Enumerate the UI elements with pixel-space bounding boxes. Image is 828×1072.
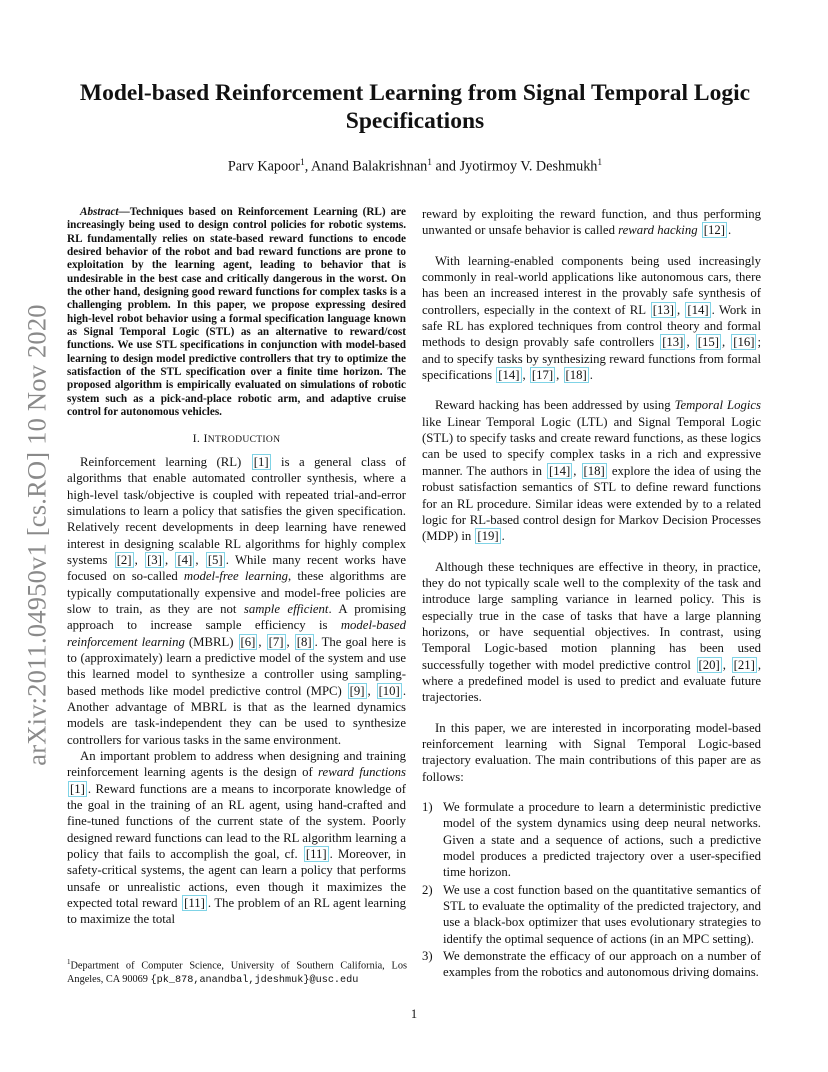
list-item (422, 799, 761, 881)
right-column (422, 206, 761, 982)
section-heading-introduction (67, 430, 406, 448)
citation-link[interactable]: [4] (177, 552, 193, 567)
citation-link[interactable]: [20] (698, 657, 720, 672)
citation-link[interactable]: [14] (687, 302, 709, 317)
abstract-label: Abstract (80, 206, 119, 218)
section-numeral: I. (192, 430, 204, 445)
citation-link[interactable]: [7] (268, 634, 284, 649)
author-separator: , (304, 158, 311, 175)
intro-paragraph-6: In this paper, we are interested in incorporating model-based reinforcement learning with Signal Temporal Logic-based trajectory evaluation. The main contributions of this paper are as follows: (422, 720, 761, 784)
list-item (422, 948, 761, 981)
author-name: Parv Kapoor (227, 158, 300, 175)
paper-title: Model-based Reinforcement Learning from Signal Temporal Logic Specifications (79, 80, 751, 134)
affiliation-mark: 1 (427, 158, 432, 168)
author-separator: and (431, 158, 460, 175)
citation-link[interactable]: [13] (662, 335, 684, 350)
list-item (422, 882, 761, 947)
intro-paragraph-1: Reinforcement learning (RL) [1] is a general class of algorithms that enable automated controller synthesis, where a high-level task/objective is coupled with repeated trial-and-error simulations to learn a policy that satisfies the given specification. Relatively recent developments in deep learning have renewed interest in designing scalable RL algorithms for highly complex systems [2] , [3] , [4] , [5] . While many recent works have focused on so-called model-free learning, these algorithms are typically computationally expensive and model-free policies are slow to train, as they are not sample efficient. A promising approach to increase sample efficiency is model-based reinforcement learning (MBRL) [6] , [7] , [8] . The goal here is to (approximately) learn a predictive model of the system and use this learned model to synthesize a controller using sampling-based methods like model predictive control (MPC) [9] , [10] . Another advantage of MBRL is that as the learned dynamics models are task-independent they can be used to synthesize controllers for various tasks in the same environment. (67, 454, 407, 747)
author-list (60, 154, 770, 176)
left-column (67, 206, 406, 928)
citation-link[interactable]: [11] (184, 896, 205, 911)
citation-link[interactable]: [1] (253, 454, 269, 469)
citation-link[interactable]: [2] (116, 552, 132, 567)
list-item-text: We demonstrate the efficacy of our approach on a number of examples from the robotics and autonomous driving domains. (443, 949, 761, 980)
list-item-text: We use a cost function based on the quantitative semantics of STL to evaluate the optimality of the predicted trajectory, and use a black-box optimizer that uses evolutionary strategies to identify the optimal sequence of actions (in an MPC setting). (443, 882, 761, 946)
list-number: 2) (422, 882, 433, 897)
affiliation-footnote (67, 956, 407, 987)
abstract-text: Techniques based on Reinforcement Learning (RL) are increasingly being used to design control policies for robotic systems. RL fundamentally relies on state-based reward functions to encode desired behavior of the robot and bad reward functions are prone to exploitation by the learning agent, leading to behavior that is undesirable in the best case and critically dangerous in the worst. On the other hand, designing good reward functions for complex tasks is a challenging problem. In this paper, we propose expressing desired high-level robot behavior using a formal specification language known as Signal Temporal Logic (STL) as an alternative to reward/cost functions. We use STL specifications in conjunction with model-based learning to design model predictive controllers that try to optimize the satisfaction of the STL specification over a finite time horizon. The proposed algorithm is empirically evaluated on simulations of robotic system such as a pick-and-place robotic arm, and adaptive cruise control for autonomous vehicles. (67, 206, 406, 419)
citation-link[interactable]: [18] (565, 368, 587, 383)
list-item-text: We formulate a procedure to learn a deterministic predictive model of the system dynamics using deep neural networks. Given a state and a sequence of actions, such a predictive model produces a predicted trajectory over a user-specified time horizon. (443, 800, 761, 880)
citation-link[interactable]: [16] (733, 335, 755, 350)
abstract (67, 206, 406, 420)
citation-link[interactable]: [3] (147, 552, 162, 567)
author-name: Jyotirmoy V. Deshmukh (459, 158, 598, 175)
citation-link[interactable]: [21] (733, 657, 755, 672)
citation-link[interactable]: [14] (498, 368, 520, 383)
intro-paragraph-3: With learning-enabled components being used increasingly commonly in real-world applications like autonomous cars, there has been an increased interest in the provably safe synthesis of controllers, especially in the context of RL [13] , [14] . Work in safe RL has explored techniques from control theory and formal methods to design provably safe controllers [13] , [15] , [16] ; and to specify tasks by synthesizing reward functions from formal specifications [14] , [17] , [18] . (422, 253, 762, 383)
affiliation-mark: 1 (597, 158, 603, 168)
contributions-list (422, 799, 761, 981)
intro-paragraph-4: Reward hacking has been addressed by using Temporal Logics like Linear Temporal Logic (LTL) and Signal Temporal Logic (STL) to specify tasks and create reward functions, as these logics can be used to specify complex tasks in a rich and expressive manner. The authors in [14] , [18] explore the idea of using the robust satisfaction semantics of STL to define reward functions for an RL procedure. Similar ideas were extended by to a related logic for RL-based control design for Markov Decision Processes (MDP) in [19] . (422, 398, 762, 544)
citation-link[interactable]: [11] (305, 847, 327, 862)
citation-link[interactable]: [9] (349, 683, 365, 698)
intro-paragraph-continued: reward by exploiting the reward function, and thus performing unwanted or unsafe behavior is called reward hacking [12] . (422, 207, 761, 238)
citation-link[interactable]: [1] (70, 781, 85, 796)
citation-link[interactable]: [6] (240, 634, 256, 649)
arxiv-sidebar (20, 300, 54, 770)
citation-link[interactable]: [10] (378, 683, 400, 698)
citation-link[interactable]: [17] (531, 368, 554, 383)
citation-link[interactable]: [5] (207, 552, 223, 567)
footnote-affiliation: Department of Computer Science, University of Southern California, Los Angeles, CA 90069 (67, 960, 407, 985)
page-number: 1 (410, 1007, 418, 1021)
arxiv-identifier: arXiv:2011.04950v1 [cs.RO] 10 Nov 2020 (21, 304, 52, 766)
citation-link[interactable]: [15] (697, 335, 719, 350)
citation-link[interactable]: [12] (703, 223, 726, 238)
author-emails: {pk_878,anandbal,jdeshmuk}@usc.edu (150, 974, 359, 986)
citation-link[interactable]: [14] (549, 463, 571, 478)
section-title-initial: I (203, 430, 208, 445)
footnote-mark: 1 (67, 958, 71, 966)
affiliation-mark: 1 (299, 158, 305, 168)
author-name: Anand Balakrishnan (311, 158, 428, 175)
citation-link[interactable]: [13] (652, 302, 674, 317)
intro-paragraph-5: Although these techniques are effective in theory, in practice, they do not typically scale well to the complexity of the task and introduce large sampling variance in learned policy. This is especially true in the case of tasks that have a large planning horizons, or have sequential objectives. In contrast, using Temporal Logic-based motion planning has been used successfully together with model predictive control [20] , [21] , where a predefined model is used to predict and evaluate future trajectories. (422, 559, 762, 705)
citation-link[interactable]: [19] (477, 529, 499, 544)
citation-link[interactable]: [8] (296, 634, 312, 649)
abstract-dash: — (118, 206, 130, 218)
intro-paragraph-2: An important problem to address when designing and training reinforcement learning agents is the design of reward functions [1] . Reward functions are a means to incorporate knowledge of the goal in the training of an RL agent, using hand-crafted and fine-tuned functions of the current state of the system. Poorly designed reward functions can lead to the RL algorithm learning a policy that fails to accomplish the goal, cf. [11] . Moreover, in safety-critical systems, the agent can learn a policy that performs unsafe or unrealistic actions, even though it maximizes the expected total reward [11] . The problem of an RL agent learning to maximize the total (67, 749, 406, 927)
citation-link[interactable]: [18] (583, 463, 605, 478)
list-number: 1) (422, 800, 433, 814)
list-number: 3) (422, 949, 433, 964)
section-title-rest: NTRODUCTION (207, 433, 281, 445)
